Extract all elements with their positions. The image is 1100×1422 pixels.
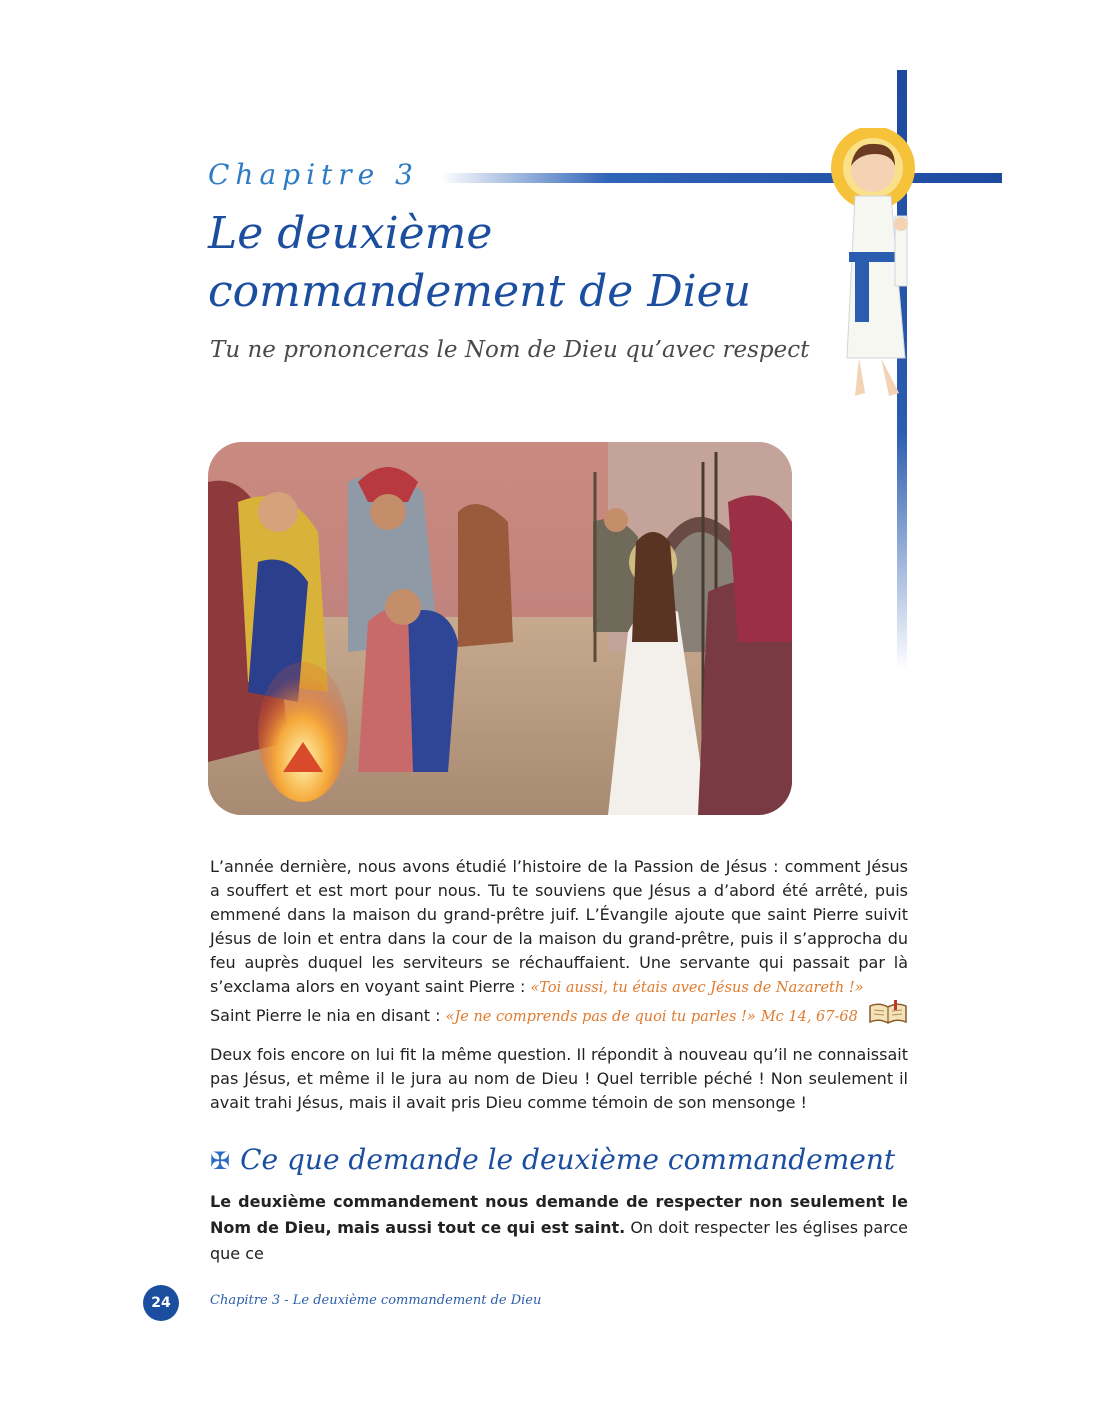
page-title-line1: Le deuxième xyxy=(208,208,493,259)
illustration-peter-denial xyxy=(208,442,792,815)
page-number-badge: 24 xyxy=(143,1285,179,1321)
section-text-regular: On doit respecter les églises parce que ce xyxy=(210,1218,909,1263)
section-heading xyxy=(210,1143,895,1183)
section-text-bold: Le deuxième commandement nous demande de respecter non seulement le Nom de Dieu, mais aussi tout ce qui est saint. xyxy=(210,1192,908,1237)
quote-servant: «Toi aussi, tu étais avec Jésus de Nazareth !» xyxy=(530,980,864,996)
body-text xyxy=(210,855,908,1115)
cross-icon: ✠ xyxy=(210,1147,231,1175)
paragraph-2: Deux fois encore on lui fit la même question. Il répondit à nouveau qu’il ne connaissait pas Jésus, et même il le jura au nom de Dieu ! Quel terrible péché ! Non seulement il avait trahi Jésus, mais il avait pris Dieu comme témoin de son mensonge ! xyxy=(210,1045,908,1112)
quote-peter: «Je ne comprends pas de quoi tu parles !» xyxy=(445,1009,756,1025)
page-title-line2: commandement de Dieu xyxy=(208,266,752,317)
section-heading-text: Ce que demande le deuxième commandement xyxy=(240,1143,896,1176)
bible-icon xyxy=(868,1000,908,1033)
paragraph-1b xyxy=(210,1000,908,1033)
page-title xyxy=(208,205,768,321)
section-text xyxy=(210,1189,908,1267)
scripture-reference: Mc 14, 67-68 xyxy=(760,1009,858,1025)
page-subtitle: Tu ne prononceras le Nom de Dieu qu’avec respect xyxy=(210,337,810,363)
child-figure-illustration xyxy=(825,128,925,408)
chapter-label: Chapitre 3 xyxy=(208,158,419,191)
paragraph-1b-text: Saint Pierre le nia en disant : xyxy=(210,1006,446,1025)
paragraph-1 xyxy=(210,855,908,1000)
paragraph-1-text: L’année dernière, nous avons étudié l’histoire de la Passion de Jésus : comment Jésus a souffert et est mort pour nous. Tu te souviens que Jésus a d’abord été arrêté, puis emmené dans la maison du grand-prêtre juif. L’Évangile ajoute que saint Pierre suivit Jésus de loin et entra dans la cour de la maison du grand-prêtre, puis il s’approcha du feu auprès duquel les serviteurs se réchauffaient. Une servante qui passait par là s’exclama alors en voyant saint Pierre : xyxy=(210,857,908,996)
running-footer: Chapitre 3 - Le deuxième commandement de Dieu xyxy=(210,1293,542,1308)
